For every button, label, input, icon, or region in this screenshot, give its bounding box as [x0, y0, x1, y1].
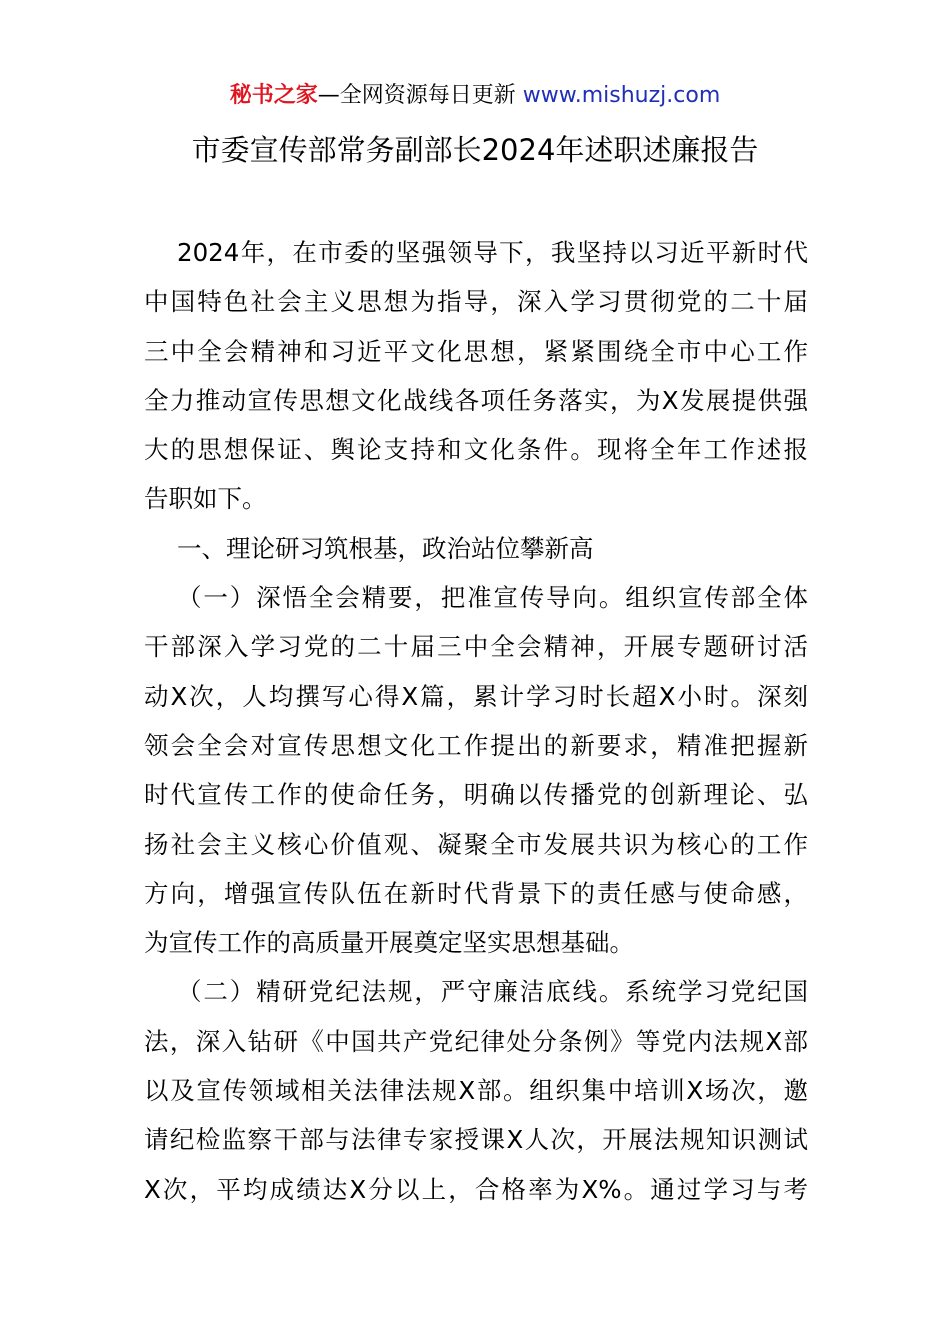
header-tagline: —全网资源每日更新 — [317, 83, 516, 108]
paragraph-line: 三中全会精神和习近平文化思想，紧紧围绕全市中心工作 — [144, 336, 808, 366]
document-title: 市委宣传部常务副部长2024年述职述廉报告 — [191, 133, 759, 167]
paragraph-line: 以及宣传领域相关法律法规X部。组织集中培训X场次，邀 — [144, 1076, 808, 1106]
document-body — [144, 228, 808, 1214]
site-header — [0, 80, 950, 112]
paragraph-line: 请纪检监察干部与法律专家授课X人次，开展法规知识测试 — [144, 1125, 808, 1155]
brand-name: 秘书之家 — [229, 83, 318, 108]
paragraph-line: 2024年，在市委的坚强领导下，我坚持以习近平新时代 — [177, 238, 808, 267]
section-heading: 一、理论研习筑根基，政治站位攀新高 — [177, 533, 594, 563]
paragraph-line: 大的思想保证、舆论支持和文化条件。现将全年工作述报 — [144, 435, 808, 465]
paragraph-line: 干部深入学习党的二十届三中全会精神，开展专题研讨活 — [144, 632, 808, 662]
paragraph-line: 领会全会对宣传思想文化工作提出的新要求，精准把握新 — [144, 730, 808, 760]
paragraph-line: （一）深悟全会精要，把准宣传导向。组织宣传部全体 — [177, 583, 808, 613]
paragraph-line: 动X次，人均撰写心得X篇，累计学习时长超X小时。深刻 — [144, 681, 808, 711]
paragraph-line: 为宣传工作的高质量开展奠定坚实思想基础。 — [144, 928, 634, 958]
site-url-link[interactable]: www.mishuzj.com — [522, 83, 721, 108]
paragraph-line: 法，深入钻研《中国共产党纪律处分条例》等党内法规X部 — [144, 1026, 808, 1056]
paragraph-line: 全力推动宣传思想文化战线各项任务落实，为X发展提供强 — [144, 385, 808, 415]
paragraph-line: （二）精研党纪法规，严守廉洁底线。系统学习党纪国 — [177, 977, 808, 1007]
paragraph-line: 中国特色社会主义思想为指导，深入学习贯彻党的二十届 — [144, 287, 808, 317]
paragraph-line: 方向，增强宣传队伍在新时代背景下的责任感与使命感， — [144, 878, 808, 908]
paragraph-line: X次，平均成绩达X分以上，合格率为X%。通过学习与考 — [144, 1174, 808, 1204]
paragraph-line: 告职如下。 — [144, 484, 267, 514]
paragraph-line: 时代宣传工作的使命任务，明确以传播党的创新理论、弘 — [144, 780, 808, 810]
paragraph-line: 扬社会主义核心价值观、凝聚全市发展共识为核心的工作 — [144, 829, 808, 859]
